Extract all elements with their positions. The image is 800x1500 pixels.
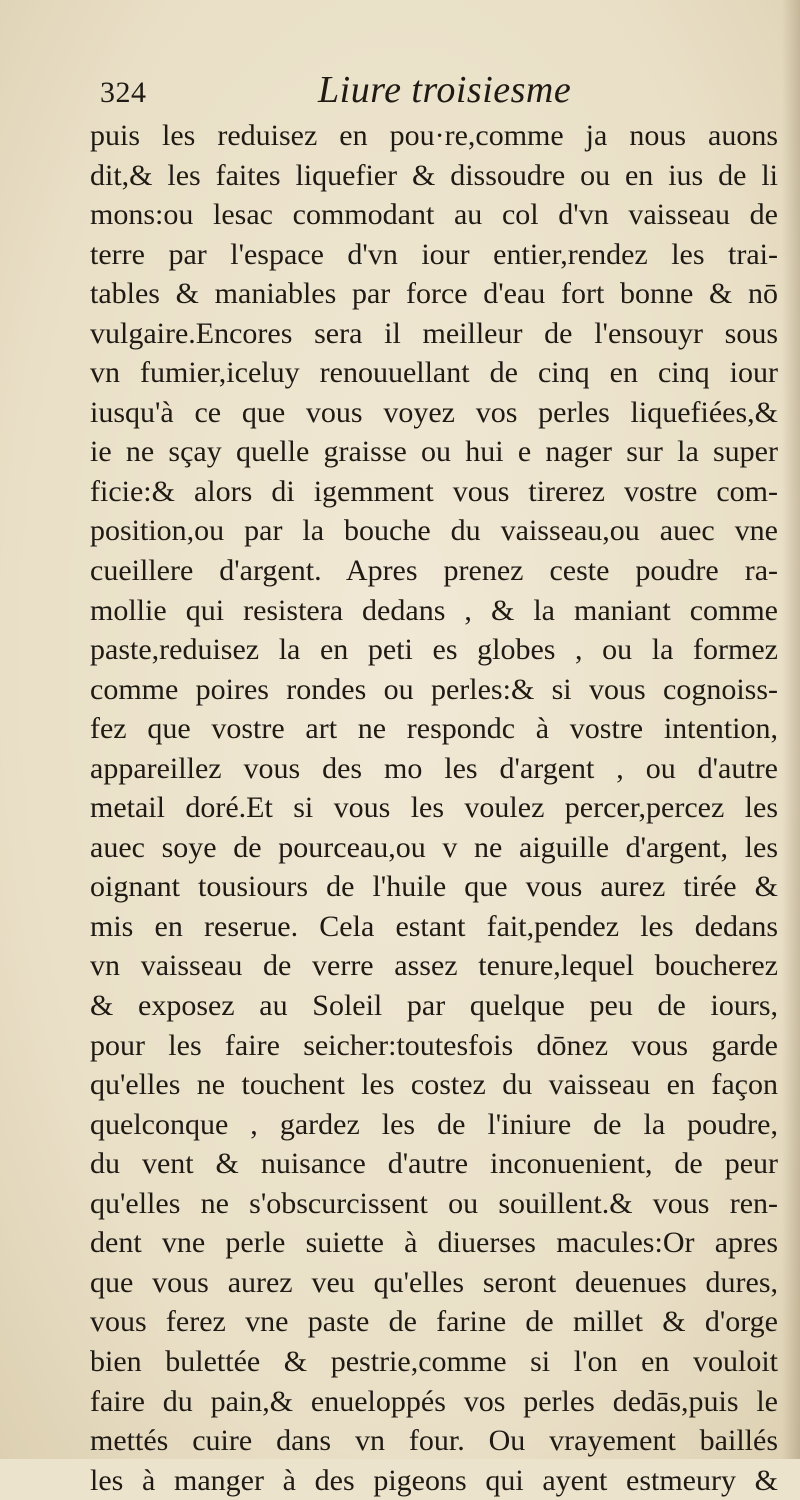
text-line: ie ne sçay quelle graisse ou hui e nager sur la super: [90, 435, 778, 469]
text-line: vn vaisseau de verre assez tenure,lequel boucherez: [90, 949, 778, 983]
text-line: tables & maniables par force d'eau fort bonne & nō: [90, 277, 778, 311]
text-line: que vous aurez veu qu'elles seront deuenues dures,: [90, 1265, 778, 1299]
text-line: comme poires rondes ou perles:& si vous cognoiss-: [90, 672, 778, 706]
text-line: ficie:& alors di igemment vous tirerez vostre com-: [90, 474, 778, 508]
text-line: cueillere d'argent. Apres prenez ceste poudre ra-: [90, 554, 778, 588]
text-line: vous ferez vne paste de farine de millet & d'orge: [90, 1305, 778, 1339]
text-line: puis les reduisez en pou·re,comme ja nous auons: [90, 119, 778, 152]
text-line: vulgaire.Encores sera il meilleur de l'ensouyr sous: [90, 316, 778, 350]
text-line: terre par l'espace d'vn iour entier,rendez les trai-: [90, 237, 778, 271]
text-line: mons:ou lesac commodant au col d'vn vaisseau de: [90, 198, 778, 232]
text-line: qu'elles ne s'obscurcissent ou souillent.& vous ren-: [90, 1186, 778, 1220]
running-head: Liure troisiesme: [318, 69, 572, 111]
text-line: auec soye de pourceau,ou v ne aiguille d'argent, les: [90, 830, 778, 864]
text-line: paste,reduisez la en peti es globes , ou la formez: [90, 633, 778, 667]
page-header: [92, 64, 772, 114]
text-line: quelconque , gardez les de l'iniure de la poudre,: [90, 1107, 778, 1141]
text-line: dent vne perle suiette à diuerses macules:Or apres: [90, 1226, 778, 1260]
text-line: oignant tousiours de l'huile que vous aurez tirée &: [90, 870, 778, 904]
text-line: bien bulettée & pestrie,comme si l'on en vouloit: [90, 1344, 778, 1378]
text-line: mollie qui resistera dedans , & la maniant comme: [90, 593, 778, 627]
text-line: mettés cuire dans vn four. Ou vrayement baillés: [90, 1424, 778, 1458]
text-line: vn fumier,iceluy renouuellant de cinq en cinq iour: [90, 356, 778, 390]
text-line: appareillez vous des mo les d'argent , ou d'autre: [90, 751, 778, 785]
text-line: dit,& les faites liquefier & dissoudre ou en ius de li: [90, 158, 778, 192]
text-line: qu'elles ne touchent les costez du vaisseau en façon: [90, 1068, 778, 1102]
body-text: [90, 116, 790, 1500]
text-line: metail doré.Et si vous les voulez percer,percez les: [90, 791, 778, 825]
page-number: 324: [100, 76, 147, 109]
text-line: mis en reserue. Cela estant fait,pendez les dedans: [90, 909, 778, 943]
text-line: fez que vostre art ne respondc à vostre intention,: [90, 712, 778, 746]
text-line: les à manger à des pigeons qui ayent estmeury &: [90, 1463, 778, 1497]
text-line: position,ou par la bouche du vaisseau,ou auec vne: [90, 514, 778, 548]
text-line: du vent & nuisance d'autre inconuenient, de peur: [90, 1147, 778, 1181]
text-line: pour les faire seicher:toutesfois dōnez vous garde: [90, 1028, 778, 1062]
text-line: iusqu'à ce que vous voyez vos perles liquefiées,&: [90, 395, 778, 429]
text-line: faire du pain,& enueloppés vos perles dedās,puis le: [90, 1384, 778, 1418]
text-line: & exposez au Soleil par quelque peu de iours,: [90, 989, 778, 1023]
